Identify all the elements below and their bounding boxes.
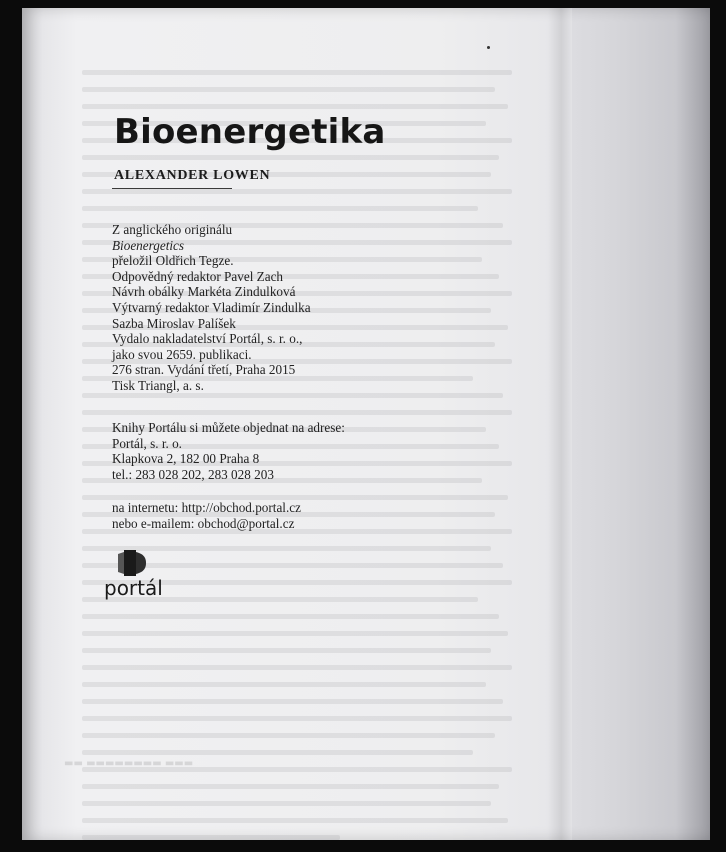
credit-line: 276 stran. Vydání třetí, Praha 2015 [112,362,296,378]
show-through-footer: ▬▬ ▬▬▬▬▬▬▬▬ ▬▬▬ [64,758,194,769]
book-title: Bioenergetika [114,112,386,152]
credit-line: jako svou 2659. publikaci. [112,346,252,362]
credit-line: Z anglického originálu [112,222,233,237]
credit-line: Návrh obálky Markéta Zindulková [112,284,296,300]
credit-line: Vydalo nakladatelství Portál, s. r. o., [112,331,303,347]
publisher-logo-text: portál [104,576,163,600]
book-author: ALEXANDER LOWEN [114,168,271,183]
credit-line: Sazba Miroslav Palíšek [112,315,236,331]
email-line: nebo e-mailem: obchod@portal.cz [112,515,295,531]
order-address-block [112,420,345,482]
website-line: na internetu: http://obchod.portal.cz [112,500,301,515]
order-line: tel.: 283 028 202, 283 028 203 [112,466,274,482]
credit-line: přeložil Oldřich Tegze. [112,253,234,269]
order-line: Klapkova 2, 182 00 Praha 8 [112,451,260,467]
credit-line: Tisk Triangl, a. s. [112,377,204,393]
credit-line: Odpovědný redaktor Pavel Zach [112,268,284,284]
online-contact-block [112,500,301,531]
order-line: Portál, s. r. o. [112,435,182,451]
portal-logo-icon [114,548,160,578]
original-title: Bioenergetics [112,237,185,253]
credits-block [112,222,311,394]
publisher-logo [104,548,174,608]
speck-mark [487,46,490,49]
author-underline [112,188,232,189]
page-gutter-shadow [548,8,572,840]
credit-line: Výtvarný redaktor Vladimír Zindulka [112,299,311,315]
order-line: Knihy Portálu si můžete objednat na adrese: [112,420,345,435]
